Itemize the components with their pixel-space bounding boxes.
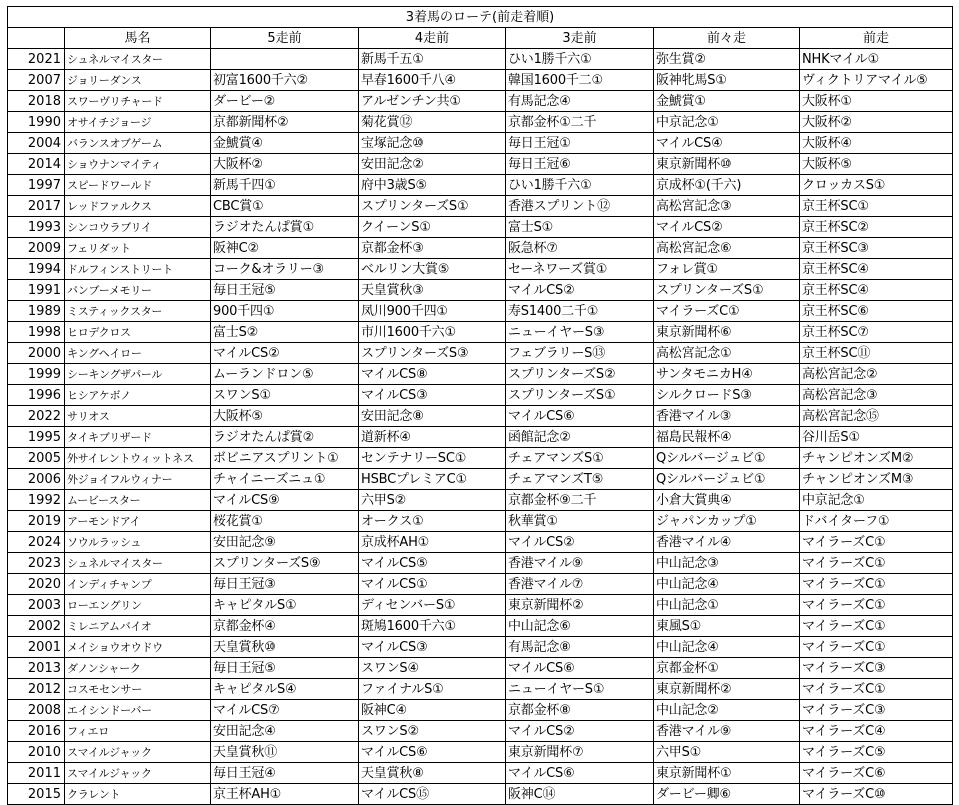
race-3-before-cell[interactable]: 有馬記念⑧ — [506, 637, 654, 658]
last-race-cell[interactable]: マイラーズC③ — [800, 658, 953, 679]
horse-name-cell[interactable]: フェリダット — [65, 238, 211, 259]
race-2-before-cell[interactable]: 東風S① — [654, 616, 800, 637]
race-4-before-cell[interactable]: HSBCプレミアC① — [359, 469, 506, 490]
race-5-before-cell[interactable]: 阪神C② — [211, 238, 359, 259]
year-cell[interactable]: 2010 — [8, 742, 65, 763]
horse-name-cell[interactable]: クラレント — [65, 784, 211, 805]
last-race-cell[interactable]: チャンピオンズM③ — [800, 469, 953, 490]
race-3-before-cell[interactable]: フェブラリーS⑬ — [506, 343, 654, 364]
race-4-before-cell[interactable]: ファイナルS① — [359, 679, 506, 700]
table-row — [8, 679, 953, 700]
race-2-before-cell[interactable]: 東京新聞杯② — [654, 679, 800, 700]
race-5-before-cell[interactable]: 大阪杯⑤ — [211, 406, 359, 427]
year-cell[interactable]: 2016 — [8, 721, 65, 742]
race-4-before-cell[interactable]: 安田記念② — [359, 154, 506, 175]
race-2-before-cell[interactable]: 香港マイル⑨ — [654, 721, 800, 742]
year-cell[interactable]: 2014 — [8, 154, 65, 175]
last-race-cell[interactable]: マイラーズC① — [800, 637, 953, 658]
race-2-before-cell[interactable]: 香港マイル③ — [654, 406, 800, 427]
race-4-before-cell[interactable]: マイルCS① — [359, 574, 506, 595]
race-5-before-cell[interactable]: マイルCS⑦ — [211, 700, 359, 721]
race-2-before-cell[interactable]: Qシルバージュビ① — [654, 448, 800, 469]
race-2-before-cell[interactable]: 高松宮記念① — [654, 343, 800, 364]
race-2-before-cell[interactable]: 小倉大賞典④ — [654, 490, 800, 511]
horse-name-cell[interactable]: ミレニアムバイオ — [65, 616, 211, 637]
race-4-before-cell[interactable]: 府中3歳S⑤ — [359, 175, 506, 196]
horse-name-cell[interactable]: オサイチジョージ — [65, 112, 211, 133]
last-race-cell[interactable]: マイラーズC① — [800, 616, 953, 637]
table-row — [8, 364, 953, 385]
race-5-before-cell[interactable]: 新馬千四① — [211, 175, 359, 196]
last-race-cell[interactable]: マイラーズC⑥ — [800, 763, 953, 784]
race-5-before-cell[interactable]: 安田記念⑨ — [211, 532, 359, 553]
table-row — [8, 511, 953, 532]
race-3-before-cell[interactable]: ニューイヤーS③ — [506, 322, 654, 343]
year-cell[interactable]: 1993 — [8, 217, 65, 238]
race-5-before-cell[interactable]: 大阪杯② — [211, 154, 359, 175]
race-5-before-cell[interactable]: マイルCS② — [211, 343, 359, 364]
race-5-before-cell[interactable]: チャイニーズニュ① — [211, 469, 359, 490]
race-2-before-cell[interactable]: ダービー卿⑥ — [654, 784, 800, 805]
race-2-before-cell[interactable]: 六甲S① — [654, 742, 800, 763]
last-race-cell[interactable]: 大阪杯⑤ — [800, 154, 953, 175]
race-3-before-cell[interactable]: マイルCS② — [506, 532, 654, 553]
race-5-before-cell[interactable]: 毎日王冠③ — [211, 574, 359, 595]
horse-name-cell[interactable]: バンブーメモリー — [65, 280, 211, 301]
race-4-before-cell[interactable]: 京成杯AH① — [359, 532, 506, 553]
race-3-before-cell[interactable]: ひい1勝千六① — [506, 175, 654, 196]
race-5-before-cell[interactable]: 初富1600千六② — [211, 70, 359, 91]
header-cell-4-races-before[interactable]: 4走前 — [359, 28, 506, 49]
race-3-before-cell[interactable]: スプリンターズS① — [506, 385, 654, 406]
table-row — [8, 490, 953, 511]
race-2-before-cell[interactable]: 東京新聞杯⑥ — [654, 322, 800, 343]
race-2-before-cell[interactable]: 福島民報杯④ — [654, 427, 800, 448]
table-row — [8, 532, 953, 553]
year-cell[interactable]: 1992 — [8, 490, 65, 511]
last-race-cell[interactable]: 京王杯SC⑥ — [800, 301, 953, 322]
last-race-cell[interactable]: 谷川岳S① — [800, 427, 953, 448]
year-cell[interactable]: 1996 — [8, 385, 65, 406]
table-row — [8, 721, 953, 742]
last-race-cell[interactable]: マイラーズC① — [800, 679, 953, 700]
year-cell[interactable]: 1990 — [8, 112, 65, 133]
race-2-before-cell[interactable]: シルクロードS③ — [654, 385, 800, 406]
race-3-before-cell[interactable]: マイルCS② — [506, 721, 654, 742]
horse-name-cell[interactable]: ダノンシャーク — [65, 658, 211, 679]
table-row — [8, 448, 953, 469]
race-3-before-cell[interactable]: マイルCS⑥ — [506, 763, 654, 784]
race-4-before-cell[interactable]: 六甲S② — [359, 490, 506, 511]
race-3-before-cell[interactable]: 毎日王冠⑥ — [506, 154, 654, 175]
year-cell[interactable]: 2005 — [8, 448, 65, 469]
table-row — [8, 406, 953, 427]
table-row — [8, 574, 953, 595]
last-race-cell[interactable]: 高松宮記念② — [800, 364, 953, 385]
horse-name-cell[interactable]: スワーヴリチャード — [65, 91, 211, 112]
race-4-before-cell[interactable]: スプリンターズS③ — [359, 343, 506, 364]
year-cell[interactable]: 2007 — [8, 70, 65, 91]
race-2-before-cell[interactable]: フォレ賞① — [654, 259, 800, 280]
year-cell[interactable]: 1998 — [8, 322, 65, 343]
last-race-cell[interactable]: 京王杯SC⑪ — [800, 343, 953, 364]
race-5-before-cell[interactable]: ラジオたんぱ賞② — [211, 427, 359, 448]
header-cell-2-races-before[interactable]: 前々走 — [654, 28, 800, 49]
horse-name-cell[interactable]: スマイルジャック — [65, 742, 211, 763]
race-4-before-cell[interactable]: アルゼンチン共① — [359, 91, 506, 112]
horse-name-cell[interactable]: バランスオブゲーム — [65, 133, 211, 154]
last-race-cell[interactable]: 中京記念① — [800, 490, 953, 511]
race-2-before-cell[interactable]: 中山記念④ — [654, 574, 800, 595]
race-3-before-cell[interactable]: 阪神C⑭ — [506, 784, 654, 805]
table-row — [8, 175, 953, 196]
horse-name-cell[interactable]: メイショウオウドウ — [65, 637, 211, 658]
last-race-cell[interactable]: マイラーズC⑩ — [800, 784, 953, 805]
last-race-cell[interactable]: ドバイターフ① — [800, 511, 953, 532]
year-cell[interactable]: 2006 — [8, 469, 65, 490]
race-5-before-cell[interactable]: 金鯱賞④ — [211, 133, 359, 154]
table-row — [8, 154, 953, 175]
race-3-before-cell[interactable]: 東京新聞杯⑦ — [506, 742, 654, 763]
last-race-cell[interactable]: チャンピオンズM② — [800, 448, 953, 469]
race-5-before-cell[interactable]: 京王杯AH① — [211, 784, 359, 805]
header-cell-horse-name[interactable]: 馬名 — [65, 28, 211, 49]
year-cell[interactable]: 1995 — [8, 427, 65, 448]
race-5-before-cell[interactable]: 天皇賞秋⑩ — [211, 637, 359, 658]
horse-name-cell[interactable]: ヒロデクロス — [65, 322, 211, 343]
last-race-cell[interactable]: NHKマイル① — [800, 49, 953, 70]
race-4-before-cell[interactable]: マイルCS③ — [359, 385, 506, 406]
race-2-before-cell[interactable]: 中山記念③ — [654, 553, 800, 574]
race-2-before-cell[interactable]: マイルCS④ — [654, 133, 800, 154]
horse-name-cell[interactable]: 外ジョイフルウィナー — [65, 469, 211, 490]
race-4-before-cell[interactable]: スワンS④ — [359, 658, 506, 679]
race-4-before-cell[interactable]: マイルCS⑤ — [359, 553, 506, 574]
table-row — [8, 343, 953, 364]
last-race-cell[interactable]: クロッカスS① — [800, 175, 953, 196]
race-3-before-cell[interactable]: 阪急杯⑦ — [506, 238, 654, 259]
race-4-before-cell[interactable]: 新馬千五① — [359, 49, 506, 70]
race-2-before-cell[interactable]: 東京新聞杯① — [654, 763, 800, 784]
table-row — [8, 70, 953, 91]
table-row — [8, 238, 953, 259]
race-5-before-cell[interactable]: キャピタルS① — [211, 595, 359, 616]
race-2-before-cell[interactable]: サンタモニカH④ — [654, 364, 800, 385]
race-5-before-cell[interactable]: ラジオたんぱ賞① — [211, 217, 359, 238]
race-3-before-cell[interactable]: マイルCS② — [506, 280, 654, 301]
race-5-before-cell[interactable]: CBC賞① — [211, 196, 359, 217]
table-row — [8, 49, 953, 70]
race-2-before-cell[interactable]: マイラーズC① — [654, 301, 800, 322]
last-race-cell[interactable]: 大阪杯④ — [800, 133, 953, 154]
last-race-cell[interactable]: 京王杯SC② — [800, 217, 953, 238]
race-5-before-cell[interactable]: スプリンターズS⑨ — [211, 553, 359, 574]
race-5-before-cell[interactable]: スワンS① — [211, 385, 359, 406]
year-cell[interactable]: 2013 — [8, 658, 65, 679]
year-cell[interactable]: 2022 — [8, 406, 65, 427]
race-3-before-cell[interactable]: セーネワーズ賞① — [506, 259, 654, 280]
last-race-cell[interactable]: マイラーズC① — [800, 595, 953, 616]
year-cell[interactable]: 2020 — [8, 574, 65, 595]
table-row — [8, 616, 953, 637]
table-row — [8, 427, 953, 448]
race-4-before-cell[interactable]: ベルリン大賞⑤ — [359, 259, 506, 280]
last-race-cell[interactable]: 高松宮記念③ — [800, 385, 953, 406]
race-5-before-cell[interactable]: 富士S② — [211, 322, 359, 343]
last-race-cell[interactable]: マイラーズC⑤ — [800, 742, 953, 763]
race-3-before-cell[interactable]: 毎日王冠① — [506, 133, 654, 154]
table-row — [8, 742, 953, 763]
horse-name-cell[interactable]: ミスティックスター — [65, 301, 211, 322]
table-row — [8, 763, 953, 784]
race-3-before-cell[interactable]: 有馬記念④ — [506, 91, 654, 112]
race-4-before-cell[interactable]: 天皇賞秋⑧ — [359, 763, 506, 784]
race-5-before-cell[interactable]: 毎日王冠⑤ — [211, 658, 359, 679]
race-5-before-cell[interactable]: ムーランドロン⑤ — [211, 364, 359, 385]
horse-name-cell[interactable]: インディチャンプ — [65, 574, 211, 595]
horse-name-cell[interactable]: シュネルマイスター — [65, 553, 211, 574]
year-cell[interactable]: 2008 — [8, 700, 65, 721]
race-3-before-cell[interactable]: チェアマンズT⑤ — [506, 469, 654, 490]
last-race-cell[interactable]: マイラーズC③ — [800, 700, 953, 721]
race-4-before-cell[interactable]: オークス① — [359, 511, 506, 532]
year-cell[interactable]: 2019 — [8, 511, 65, 532]
horse-name-cell[interactable]: キングヘイロー — [65, 343, 211, 364]
race-3-before-cell[interactable]: マイルCS⑥ — [506, 406, 654, 427]
race-3-before-cell[interactable]: ひい1勝千六① — [506, 49, 654, 70]
horse-name-cell[interactable]: スマイルジャック — [65, 763, 211, 784]
year-cell[interactable]: 2021 — [8, 49, 65, 70]
race-3-before-cell[interactable]: 富士S① — [506, 217, 654, 238]
race-2-before-cell[interactable]: 中山記念② — [654, 700, 800, 721]
race-5-before-cell[interactable]: 桜花賞① — [211, 511, 359, 532]
race-5-before-cell[interactable]: ダービー② — [211, 91, 359, 112]
race-4-before-cell[interactable]: 安田記念⑧ — [359, 406, 506, 427]
race-5-before-cell[interactable]: コーク&オラリー③ — [211, 259, 359, 280]
horse-name-cell[interactable]: アーモンドアイ — [65, 511, 211, 532]
race-3-before-cell[interactable]: 香港マイル⑨ — [506, 553, 654, 574]
horse-name-cell[interactable]: ローエングリン — [65, 595, 211, 616]
year-cell[interactable]: 2000 — [8, 343, 65, 364]
race-3-before-cell[interactable]: 東京新聞杯② — [506, 595, 654, 616]
race-4-before-cell[interactable]: 道新杯④ — [359, 427, 506, 448]
table-row — [8, 385, 953, 406]
year-cell[interactable]: 2017 — [8, 196, 65, 217]
race-4-before-cell[interactable]: 宝塚記念⑩ — [359, 133, 506, 154]
race-5-before-cell[interactable]: キャピタルS④ — [211, 679, 359, 700]
race-2-before-cell[interactable]: 中京記念① — [654, 112, 800, 133]
year-cell[interactable]: 2004 — [8, 133, 65, 154]
year-cell[interactable]: 2018 — [8, 91, 65, 112]
race-2-before-cell[interactable]: 弥生賞② — [654, 49, 800, 70]
race-4-before-cell[interactable]: 京都金杯③ — [359, 238, 506, 259]
last-race-cell[interactable]: 大阪杯② — [800, 112, 953, 133]
table-row — [8, 553, 953, 574]
race-3-before-cell[interactable]: 寿S1400二千① — [506, 301, 654, 322]
race-5-before-cell[interactable]: 天皇賞秋⑪ — [211, 742, 359, 763]
race-4-before-cell[interactable]: マイルCS⑥ — [359, 742, 506, 763]
race-3-before-cell[interactable]: チェアマンズS① — [506, 448, 654, 469]
race-2-before-cell[interactable]: マイルCS② — [654, 217, 800, 238]
horse-name-cell[interactable]: コスモセンサー — [65, 679, 211, 700]
race-5-before-cell[interactable]: ボビニアスプリント① — [211, 448, 359, 469]
header-cell-year[interactable] — [8, 28, 65, 49]
table-row — [8, 595, 953, 616]
header-cell-last-race[interactable]: 前走 — [800, 28, 953, 49]
table-row — [8, 91, 953, 112]
year-cell[interactable]: 1994 — [8, 259, 65, 280]
horse-name-cell[interactable]: シュネルマイスター — [65, 49, 211, 70]
table-row — [8, 700, 953, 721]
horse-name-cell[interactable]: シンコウラブリイ — [65, 217, 211, 238]
horse-name-cell[interactable]: ムービースター — [65, 490, 211, 511]
last-race-cell[interactable]: 京王杯SC⑦ — [800, 322, 953, 343]
horse-name-cell[interactable]: サリオス — [65, 406, 211, 427]
year-cell[interactable]: 2009 — [8, 238, 65, 259]
race-2-before-cell[interactable]: Qシルバージュビ① — [654, 469, 800, 490]
year-cell[interactable]: 2001 — [8, 637, 65, 658]
race-3-before-cell[interactable]: 京都金杯①二千 — [506, 112, 654, 133]
table-row — [8, 112, 953, 133]
race-5-before-cell[interactable]: 京都新聞杯② — [211, 112, 359, 133]
race-4-before-cell[interactable]: マイルCS⑧ — [359, 364, 506, 385]
year-cell[interactable]: 2024 — [8, 532, 65, 553]
race-4-before-cell[interactable]: スワンS② — [359, 721, 506, 742]
race-4-before-cell[interactable]: スプリンターズS① — [359, 196, 506, 217]
horse-name-cell[interactable]: エイシンドーバー — [65, 700, 211, 721]
year-cell[interactable]: 2011 — [8, 763, 65, 784]
year-cell[interactable]: 2002 — [8, 616, 65, 637]
table-row — [8, 196, 953, 217]
horse-name-cell[interactable]: ドルフィンストリート — [65, 259, 211, 280]
year-cell[interactable]: 1991 — [8, 280, 65, 301]
last-race-cell[interactable]: ヴィクトリアマイル⑤ — [800, 70, 953, 91]
horse-name-cell[interactable]: レッドファルクス — [65, 196, 211, 217]
year-cell[interactable]: 2012 — [8, 679, 65, 700]
race-3-before-cell[interactable]: 韓国1600千二① — [506, 70, 654, 91]
last-race-cell[interactable]: 京王杯SC③ — [800, 238, 953, 259]
race-4-before-cell[interactable]: 凤川900千四① — [359, 301, 506, 322]
race-5-before-cell[interactable]: 900千四① — [211, 301, 359, 322]
race-3-before-cell[interactable]: 中山記念⑥ — [506, 616, 654, 637]
table-title[interactable]: 3着馬のローテ(前走着順) — [8, 7, 953, 28]
year-cell[interactable]: 1989 — [8, 301, 65, 322]
race-4-before-cell[interactable]: マイルCS⑮ — [359, 784, 506, 805]
header-cell-5-races-before[interactable]: 5走前 — [211, 28, 359, 49]
last-race-cell[interactable]: マイラーズC④ — [800, 721, 953, 742]
race-4-before-cell[interactable]: センテナリーSC① — [359, 448, 506, 469]
race-2-before-cell[interactable]: 金鯱賞① — [654, 91, 800, 112]
table-row — [8, 280, 953, 301]
race-5-before-cell[interactable]: マイルCS⑨ — [211, 490, 359, 511]
header-cell-3-races-before[interactable]: 3走前 — [506, 28, 654, 49]
race-3-before-cell[interactable]: 京都金杯⑧ — [506, 700, 654, 721]
horse-name-cell[interactable]: ジョリーダンス — [65, 70, 211, 91]
header-row — [8, 28, 953, 49]
table-row — [8, 322, 953, 343]
race-3-before-cell[interactable]: スプリンターズS② — [506, 364, 654, 385]
last-race-cell[interactable]: 京王杯SC④ — [800, 259, 953, 280]
table-row — [8, 259, 953, 280]
rotation-table — [7, 6, 953, 805]
race-3-before-cell[interactable]: 香港スプリント⑫ — [506, 196, 654, 217]
race-2-before-cell[interactable]: 京成杯①(千六) — [654, 175, 800, 196]
race-4-before-cell[interactable]: マイルCS③ — [359, 637, 506, 658]
race-2-before-cell[interactable]: 高松宮記念③ — [654, 196, 800, 217]
race-2-before-cell[interactable]: 阪神牝馬S① — [654, 70, 800, 91]
horse-name-cell[interactable]: シーキングザパール — [65, 364, 211, 385]
title-row — [8, 7, 953, 28]
table-row — [8, 658, 953, 679]
last-race-cell[interactable]: 京王杯SC① — [800, 196, 953, 217]
table-row — [8, 133, 953, 154]
table-row — [8, 784, 953, 805]
race-2-before-cell[interactable]: 京都金杯① — [654, 658, 800, 679]
horse-name-cell[interactable]: ヒシアケボノ — [65, 385, 211, 406]
last-race-cell[interactable]: マイラーズC① — [800, 532, 953, 553]
last-race-cell[interactable]: マイラーズC① — [800, 553, 953, 574]
horse-name-cell[interactable]: スピードワールド — [65, 175, 211, 196]
last-race-cell[interactable]: マイラーズC① — [800, 574, 953, 595]
year-cell[interactable]: 2003 — [8, 595, 65, 616]
race-4-before-cell[interactable]: 市川1600千六① — [359, 322, 506, 343]
year-cell[interactable]: 2023 — [8, 553, 65, 574]
race-4-before-cell[interactable]: クイーンS① — [359, 217, 506, 238]
race-5-before-cell[interactable]: 毎日王冠④ — [211, 763, 359, 784]
race-4-before-cell[interactable]: 阪神C④ — [359, 700, 506, 721]
race-3-before-cell[interactable]: 香港マイル⑦ — [506, 574, 654, 595]
race-3-before-cell[interactable]: 京都金杯⑨二千 — [506, 490, 654, 511]
race-2-before-cell[interactable]: スプリンターズS① — [654, 280, 800, 301]
horse-name-cell[interactable]: ソウルラッシュ — [65, 532, 211, 553]
table-row — [8, 301, 953, 322]
last-race-cell[interactable]: 大阪杯① — [800, 91, 953, 112]
race-2-before-cell[interactable]: 中山記念④ — [654, 637, 800, 658]
table-row — [8, 637, 953, 658]
race-4-before-cell[interactable]: 菊花賞⑫ — [359, 112, 506, 133]
horse-name-cell[interactable]: ショウナンマイティ — [65, 154, 211, 175]
race-3-before-cell[interactable]: ニューイヤーS① — [506, 679, 654, 700]
race-4-before-cell[interactable]: 天皇賞秋③ — [359, 280, 506, 301]
year-cell[interactable]: 2015 — [8, 784, 65, 805]
race-5-before-cell[interactable]: 毎日王冠⑤ — [211, 280, 359, 301]
horse-name-cell[interactable]: 外サイレントウィットネス — [65, 448, 211, 469]
race-2-before-cell[interactable]: 東京新聞杯⑩ — [654, 154, 800, 175]
table-row — [8, 469, 953, 490]
year-cell[interactable]: 1999 — [8, 364, 65, 385]
race-4-before-cell[interactable]: 早春1600千八④ — [359, 70, 506, 91]
horse-name-cell[interactable]: フィエロ — [65, 721, 211, 742]
race-3-before-cell[interactable]: マイルCS⑥ — [506, 658, 654, 679]
race-2-before-cell[interactable]: 香港マイル④ — [654, 532, 800, 553]
race-4-before-cell[interactable]: 斑鳩1600千六① — [359, 616, 506, 637]
horse-name-cell[interactable]: タイキブリザード — [65, 427, 211, 448]
race-3-before-cell[interactable]: 秋華賞① — [506, 511, 654, 532]
last-race-cell[interactable]: 高松宮記念⑮ — [800, 406, 953, 427]
table-row — [8, 217, 953, 238]
last-race-cell[interactable]: 京王杯SC④ — [800, 280, 953, 301]
race-4-before-cell[interactable]: ディセンバーS① — [359, 595, 506, 616]
race-5-before-cell[interactable]: 京都金杯④ — [211, 616, 359, 637]
race-2-before-cell[interactable]: 中山記念① — [654, 595, 800, 616]
race-2-before-cell[interactable]: 高松宮記念⑥ — [654, 238, 800, 259]
race-3-before-cell[interactable]: 函館記念② — [506, 427, 654, 448]
race-2-before-cell[interactable]: ジャパンカップ① — [654, 511, 800, 532]
race-5-before-cell[interactable] — [211, 49, 359, 70]
race-5-before-cell[interactable]: 安田記念④ — [211, 721, 359, 742]
year-cell[interactable]: 1997 — [8, 175, 65, 196]
